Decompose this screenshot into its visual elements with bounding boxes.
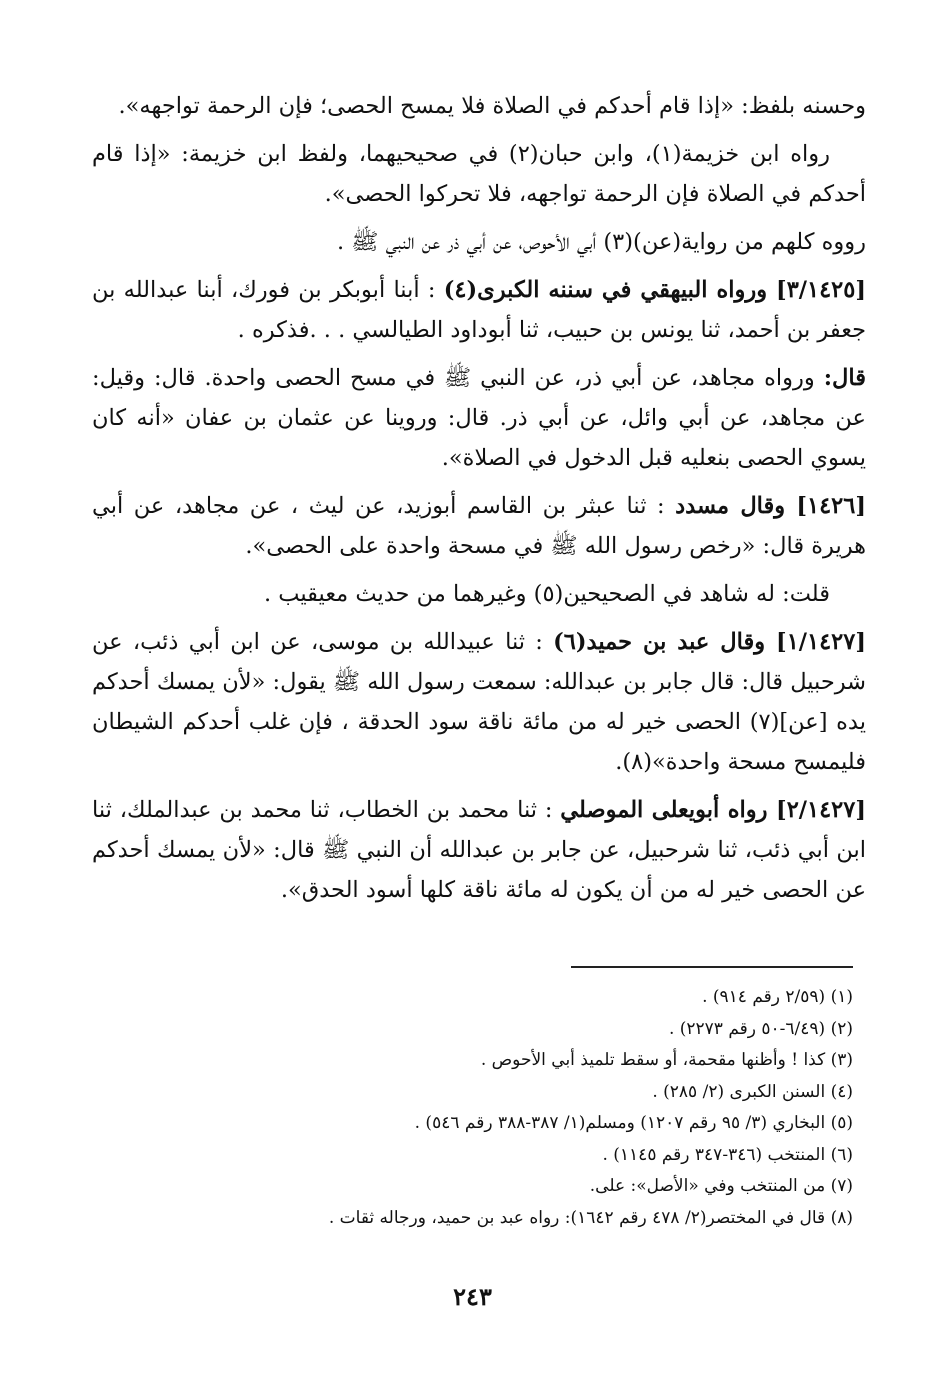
paragraph [92,222,866,262]
paragraph-text: رواه ابن خزيمة(١)، وابن حبان(٢) في صحيحيهما، ولفظ ابن خزيمة: «إذا قام أحدكم في الصلاة فإن الرحمة تواجهه، فلا تحركوا الحصى». [92,141,866,207]
entry-heading: [١/١٤٢٧] وقال عبد بن حميد(٦) [553,629,867,655]
paragraph-text: : ثنا عبثر بن القاسم أبوزيد، عن ليث ، عن مجاهد، عن أبي هريرة قال: «رخص رسول الله ﷺ في مسحة واحدة على الحصى». [92,493,866,559]
page-number: ٢٤٣ [453,1282,492,1311]
paragraph-text: : ثنا عبيدالله بن موسى، عن ابن أبي ذئب، عن شرحبيل قال: قال جابر بن عبدالله: سمعت رسول الله ﷺ يقول: «لأن يمسك أحدكم يده [عن](٧) الحصى خير له من مائة ناقة سود الحدقة ، فإن غلب أحدكم الشيطان فليمسح مسحة واحدة»(٨). [92,629,866,775]
paragraph [92,86,866,126]
entry-heading: [١٤٢٦] وقال مسدد [675,493,867,519]
footnote: (٤) السنن الكبرى (٢/ ٢٨٥) . [652,1081,853,1102]
footnote: (٣) كذا ! وأظنها مقحمة، أو سقط تلميذ أبي الأحوص . [480,1050,853,1070]
hadith-entry [92,622,866,782]
paragraph-text: قلت: له شاهد في الصحيحين(٥) وغيرهما من حديث معيقيب . [263,581,830,607]
footnote: (١) (٢/٥٩ رقم ٩١٤) . [702,987,853,1007]
entry-heading: [٣/١٤٢٥] ورواه البيهقي في سننه الكبرى(٤) [443,277,866,303]
paragraph-text: وحسنه بلفظ: «إذا قام أحدكم في الصلاة فلا يمسح الحصى؛ فإن الرحمة تواجهه». [118,93,866,119]
entry-heading: قال: [823,365,866,391]
footnote: (٢) (٦/٤٩-٥٠ رقم ٢٢٧٣) . [668,1018,853,1039]
footnotes [79,982,853,1234]
footnote: (٦) المنتخب (٣٤٦-٣٤٧ رقم ١١٤٥) . [602,1144,853,1165]
hadith-entry [92,270,866,350]
paragraph-text: رووه كلهم من رواية(عن)(٣) أبي الأحوص، عن أبي ذر عن النبي ﷺ . [336,229,866,255]
paragraph-text: ورواه مجاهد، عن أبي ذر، عن النبي ﷺ في مسح الحصى واحدة. قال: وقيل: عن مجاهد، عن أبي وائل، عن أبي ذر. قال: وروينا عن عثمان بن عفان «أنه كان يسوي الحصى بنعليه قبل الدخول في الصلاة». [92,365,866,471]
footnote: (٧) من المنتخب وفي «الأصل»: على. [589,1176,853,1196]
paragraph-text: : ثنا محمد بن الخطاب، ثنا محمد بن عبدالملك، ثنا ابن أبي ذئب، ثنا شرحبيل، عن جابر بن عبدالله أن النبي ﷺ قال: «لأن يمسك أحدكم عن الحصى خير له من أن يكون له مائة ناقة كلها أسود الحدق». [92,797,866,903]
hadith-entry [92,486,866,566]
paragraph [92,574,866,614]
paragraph [92,134,866,214]
hadith-entry [92,790,866,910]
footnote-divider [571,966,853,968]
paragraph [92,358,866,478]
footnote: (٥) البخاري (٣/ ٩٥ رقم ١٢٠٧) ومسلم(١/ ٣٨٧-٣٨٨ رقم ٥٤٦) . [414,1113,853,1133]
main-text [92,86,866,918]
footnote: (٨) قال في المختصر(٢/ ٤٧٨ رقم ١٦٤٢): رواه عبد بن حميد، ورجاله ثقات . [328,1207,853,1228]
entry-heading: [٢/١٤٢٧] رواه أبويعلى الموصلي [560,797,866,823]
paragraph-text: : أبنا أبوبكر بن فورك، أبنا عبدالله بن جعفر بن أحمد، ثنا يونس بن حبيب، ثنا أبوداود الطيالسي . . .فذكره . [92,277,866,343]
